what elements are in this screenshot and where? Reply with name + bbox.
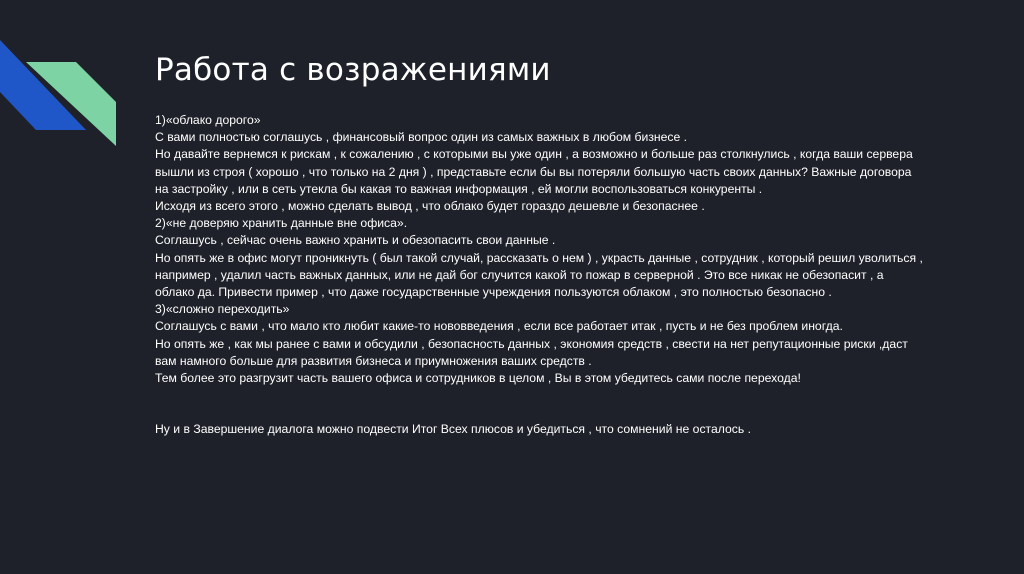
body-paragraph: Соглашусь с вами , что мало кто любит какие-то нововведения , если все работает итак , пусть и не без проблем иногда. [155, 319, 843, 334]
slide-body [155, 112, 925, 438]
body-paragraph: Соглашусь , сейчас очень важно хранить и обезопасить свои данные . [155, 233, 556, 248]
conclusion-paragraph: Ну и в Завершение диалога можно подвести Итог Всех плюсов и убедиться , что сомнений не осталось . [155, 422, 752, 437]
body-paragraph: Исходя из всего этого , можно сделать вывод , что облако будет гораздо дешевле и безопаснее . [155, 199, 705, 214]
corner-stripes-decoration [0, 0, 130, 150]
slide-title: Работа с возражениями [155, 52, 551, 88]
body-paragraph: С вами полностью соглашусь , финансовый вопрос один из самых важных в любом бизнесе . [155, 130, 688, 145]
body-paragraph: Но опять же в офис могут проникнуть ( был такой случай, рассказать о нем ) , украсть данные , сотрудник , который решил уволиться , например , удалил часть важных данных, или не дай бог случится какой то пожар в серверной . Это все никак не обезопасит , а облако да. Привести пример , что даже государственные учреждения пользуются облаком , это полностью безопасно . [155, 250, 923, 300]
spacer [155, 387, 925, 421]
body-paragraph: Но давайте вернемся к рискам , к сожалению , с которыми вы уже один , а возможно и больше раз столкнулись , когда ваши сервера вышли из строя ( хорошо , что только на 2 дня ) , представьте если бы вы потеряли большую часть своих данных? Важные договора на застройку , или в сеть утекла бы какая то важная информация , ей могли воспользоваться конкуренты . [155, 147, 913, 196]
body-paragraph: Но опять же , как мы ранее с вами и обсудили , безопасность данных , экономия средств , свести на нет репутационные риски ,даст вам намного больше для развития бизнеса и приумножения ваших средств . [155, 336, 908, 368]
body-paragraph: Тем более это разгрузит часть вашего офиса и сотрудников в целом , Вы в этом убедитесь сами после перехода! [155, 371, 801, 386]
objection-3-heading: 3)«сложно переходить» [155, 302, 290, 317]
objection-2-heading: 2)«не доверяю хранить данные вне офиса». [155, 216, 408, 231]
objection-1-heading: 1)«облако дорого» [155, 113, 261, 127]
